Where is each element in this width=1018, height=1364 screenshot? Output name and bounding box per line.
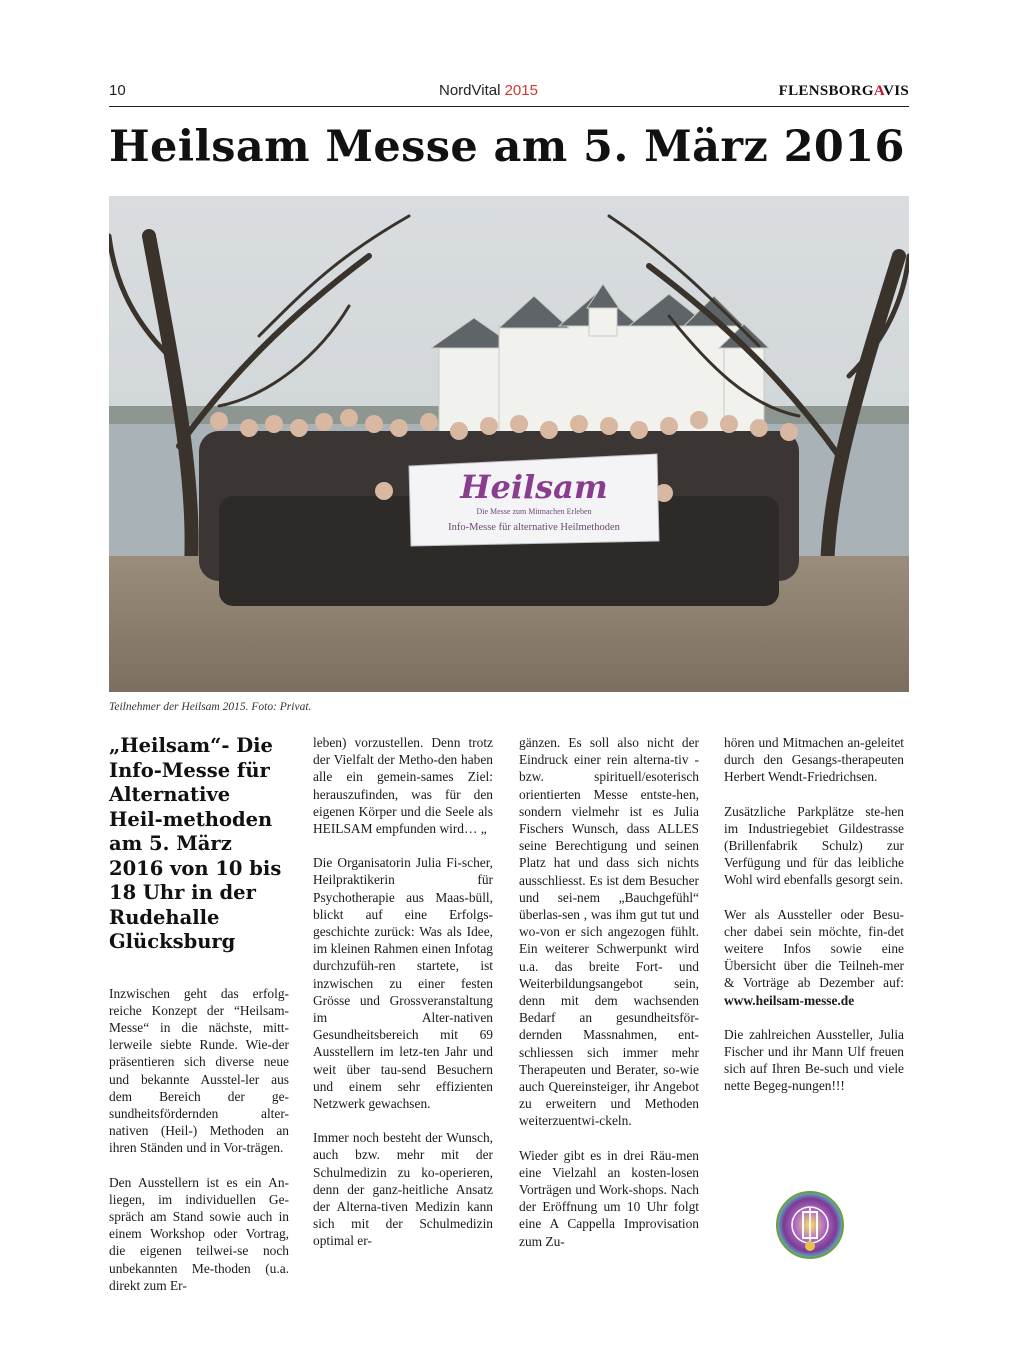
- article-paragraph: gänzen. Es soll also nicht der Eindruck einer rein alterna-tiv -bzw. spirituell/esoterisch orientierten Messe entste-hen, sondern vielmehr ist es Julia Fischers Wunsch, dass ALLES seine Berechtigung und seinen Platz hat und dass sich nichts ausschliesst. Es ist dem Besucher und sei-nem „Bauchgefühl“ überlas-sen , was ihm gut tut und wo-von er sich angezogen fühlt. Ein weiterer Schwerpunkt wird u.a. das breite Fort- und Weiterbildungsangebot sein, denn mit dem wachsenden Bedarf an gesundheitsför-dernden Massnahmen, ent-schliessen sich immer mehr Therapeuten und Berater, so-wie auch Quereinsteiger, ihr Angebot zu erweitern und Methoden weiterzuentwi-ckeln.: [519, 735, 699, 1129]
- article-subhead: „Heilsam“- Die Info-Messe für Alternative Heil-methoden am 5. März 2016 von 10 bis 18 Uhr in der Rudehalle Glücksburg: [109, 734, 282, 953]
- newspaper-logo-a: A: [873, 83, 884, 99]
- article-column-2: [313, 734, 493, 1267]
- heilsam-logo-icon: [775, 1190, 845, 1260]
- article-paragraph: hören und Mitmachen an-geleitet durch den Gesangs-therapeuten Herbert Wendt-Friedrichsen.: [724, 735, 904, 785]
- article-text: Wer als Aussteller oder Besu-cher dabei sein möchte, fin-det weitere Infos sowie eine Übersicht über die Teilneh-mer & Vorträge ab Dezember auf:: [724, 906, 904, 991]
- magazine-name: NordVital: [439, 82, 501, 99]
- article-paragraph: Wieder gibt es in drei Räu-men eine Vielzahl an kosten-losen Vorträgen und Work-shops. Nach der Eröffnung um 10 Uhr folgt eine A Cappella Improvisation zum Zu-: [519, 1147, 699, 1249]
- magazine-year: 2015: [504, 82, 538, 99]
- page-number: 10: [109, 82, 126, 99]
- banner-title: Heilsam: [460, 468, 608, 506]
- page-header: [109, 82, 909, 106]
- article-paragraph: Zusätzliche Parkplätze ste-hen im Industriegebiet Gildestrasse (Brillenfabrik Schulz) zur Verfügung und für das leibliche Wohl wird ebenfalls gesorgt sein.: [724, 803, 904, 888]
- newspaper-logo-part1: FLENSBORG: [778, 83, 874, 99]
- newspaper-logo: [779, 83, 909, 100]
- article-paragraph: Immer noch besteht der Wunsch, auch bzw. mehr mit der Schulmedizin zu ko-operieren, denn der ganz-heitliche Ansatz der Alterna-tiven Medizin kann sich mit der Schulmedizin optimal er-: [313, 1130, 493, 1249]
- photo-caption: Teilnehmer der Heilsam 2015. Foto: Privat.: [109, 701, 312, 713]
- header-divider: [109, 106, 909, 107]
- article-paragraph: leben) vorzustellen. Denn trotz der Vielfalt der Metho-den haben alle ein gemein-sames Ziel: herauszufinden, was für den eigenen Körper und die Seele als HEILSAM empfunden wird… „: [313, 735, 493, 837]
- heilsam-banner: [409, 454, 659, 546]
- article-paragraph: Inzwischen geht das erfolg-reiche Konzept der “Heilsam-Messe“ in die nächste, mitt-lerweile siebte Runde. Wie-der präsentieren sich diverse neue und bekannte Ausstel-ler aus dem Bereich der ge-sundheitsfördernden alter-nativen (Heil-) Methoden an ihren Ständen und in Vor-trägen.: [109, 985, 289, 1156]
- newspaper-logo-part2: VIS: [883, 83, 909, 99]
- article-paragraph: Die Organisatorin Julia Fi-scher, Heilpraktikerin für Psychotherapie aus Maas-büll, blickt auf eine Erfolgs-geschichte zurück: Was als Idee, im kleinen Rahmen einen Infotag durchzufüh-ren startete, ist inzwischen zu einer festen Grösse und Grossveranstaltung im Alter-nativen Gesundheitsbereich mit 69 Ausstellern im letz-ten Jahr und weit über tau-send Besuchern und einem sehr effizienten Netzwerk gewachsen.: [313, 855, 493, 1112]
- banner-line1: Die Messe zum Mitmachen Erleben: [476, 507, 592, 516]
- website-link[interactable]: www.heilsam-messe.de: [724, 992, 855, 1008]
- magazine-title: [439, 82, 538, 99]
- article-paragraph: Die zahlreichen Aussteller, Julia Fischer und ihr Mann Ulf freuen sich auf Ihren Be-such und viele nette Begeg-nungen!!!: [724, 1026, 904, 1094]
- article-paragraph: Den Ausstellern ist es ein An-liegen, im individuellen Ge-spräch am Stand sowie auch in einem Workshop oder Vortrag, die eigenen teilwei-se noch unbekannten Me-thoden (u.a. direkt zum Er-: [109, 1174, 289, 1293]
- group-photo: [109, 196, 909, 692]
- article-column-4: [724, 734, 904, 1112]
- article-paragraph: [724, 906, 904, 1009]
- article-column-3: [519, 734, 699, 1267]
- banner-line2: Info-Messe für alternative Heilmethoden: [448, 522, 620, 533]
- article-column-1: [109, 734, 289, 1311]
- headline: Heilsam Messe am 5. März 2016: [109, 122, 905, 172]
